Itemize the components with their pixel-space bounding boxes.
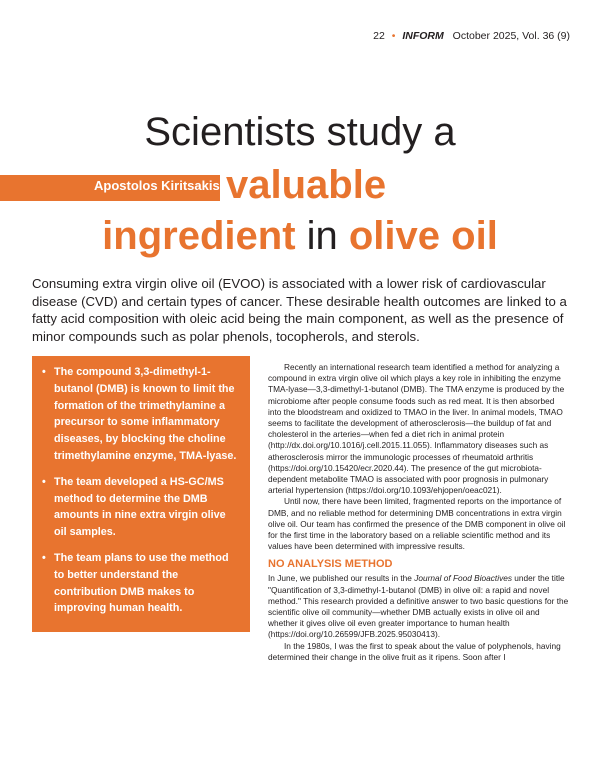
body-paragraph-2: Until now, there have been limited, fragmented reports on the importance of DMB, and no reliable method for determining DMB concentrations in extra virgin olive oil. Our team has confirmed the presence of the DMB component in olive oil for the first time in the laboratory based on a reliable scientific method and its values have been determined with impressive results. [268, 496, 566, 552]
highlights-list [42, 364, 240, 617]
title-line-2: valuable [226, 163, 387, 207]
body-paragraph-1: Recently an international research team identified a method for analyzing a compound in extra virgin olive oil which plays a key role in inhibiting the enzyme TMA-lyase—3,3-dimethyl-1-butanol (DMB). The TMA enzyme is produced by the microbiome after people consume foods such as red meat. It is then absorbed into the bloodstream and oxidized to TMAO in the liver. In animal models, TMAO seems to facilitate the development of atherosclerosis—the buildup of fat and cholesterol in the arteries—when fed a diet rich in animal protein (http://dx.doi.org/10.1016/j.cell.2015.11.055). Inflammatory diseases such as atherosclerosis mirror the immunologic processes of rheumatoid arthritis (https://doi.org/10.15420/ecr.2020.44). The presence of the gut microbiota-dependent metabolite TMAO is associated with poor prognosis in pulmonary arterial hypertension (https://doi.org/10.1093/ehjopen/oeac021). [268, 362, 565, 496]
bullet-icon: • [42, 551, 46, 564]
author-name: Apostolos Kiritsakis [94, 178, 220, 193]
bullet-icon: • [42, 475, 46, 488]
header-separator: • [391, 30, 396, 42]
title-word-ingredient: ingredient [102, 214, 296, 258]
title-word-in: in [295, 214, 349, 258]
highlight-text: The compound 3,3-dimethyl-1-butanol (DMB) is known to limit the formation of the trimethylamine a precursor to some inflammatory diseases, by blocking the choline trimethylamine enzyme, TMA-lyase. [54, 366, 237, 462]
highlights-box [32, 356, 250, 632]
title-line-3 [0, 216, 600, 256]
title-line-1: Scientists study a [144, 110, 456, 154]
article-body [268, 362, 570, 663]
highlight-item [42, 550, 240, 617]
intro-paragraph: Consuming extra virgin olive oil (EVOO) is associated with a lower risk of cardiovascular disease (CVD) and certain types of cancer. These desirable health outcomes are linked to a fatty acid composition with oleic acid being the main component, as well as the presence of minor compounds such as polar phenols, tocopherols, and sterols. [32, 276, 567, 344]
magazine-name: INFORM [402, 30, 444, 42]
highlight-item [42, 364, 240, 465]
issue-info: October 2025, Vol. 36 (9) [452, 30, 570, 42]
journal-title: Journal of Food Bioactives [414, 573, 512, 584]
bullet-icon: • [42, 366, 46, 378]
highlight-text: The team developed a HS-GC/MS method to determine the DMB amounts in nine extra virgin olive oil samples. [54, 475, 226, 539]
highlight-text: The team plans to use the method to better understand the contribution DMB makes to improving human health. [54, 551, 229, 615]
page-number: 22 [373, 30, 385, 42]
body-paragraph-4: In the 1980s, I was the first to speak about the value of polyphenols, having determined their change in the olive fruit as it ripens. Soon after I [268, 640, 561, 662]
page-header [373, 30, 570, 42]
highlight-item [42, 474, 240, 541]
title-word-olive-oil: olive oil [348, 214, 498, 258]
para3-rest: under the title "Quantification of 3,3-dimethyl-1-butanol (DMB) in olive oil: a rapid and novel method." This research provided a definitive answer to two basic questions for the scientific olive oil community—whether DMB actually exists in olive oil and whether it gives olive oil even greater importance to human health (https://doi.org/10.26599/JFB.2025.95030413). [268, 573, 569, 640]
body-paragraph-3 [268, 573, 570, 640]
section-heading: NO ANALYSIS METHOD [268, 558, 393, 571]
para3-intro: In June, we published our results in the [268, 573, 415, 584]
